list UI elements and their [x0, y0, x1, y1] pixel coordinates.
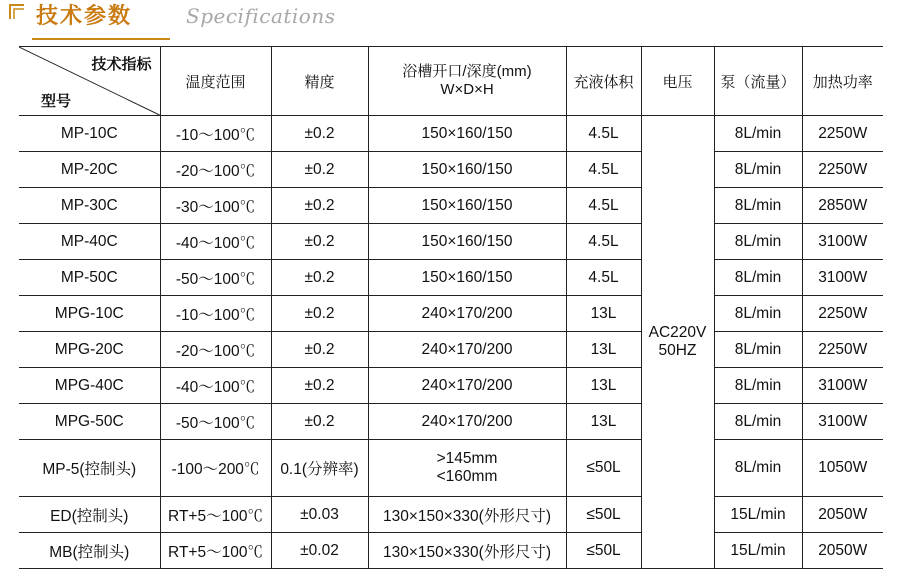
cell-pump: 8L/min: [714, 332, 802, 368]
cell-volume: 4.5L: [566, 260, 641, 296]
cell-size: 150×160/150: [368, 260, 566, 296]
cell-power: 2050W: [802, 533, 883, 569]
table-row: [19, 260, 883, 296]
cell-volume: 4.5L: [566, 188, 641, 224]
cell-precision: ±0.02: [271, 533, 368, 569]
cell-temp: -100～200℃: [160, 440, 271, 497]
col-header-volume: 充液体积: [566, 47, 641, 116]
cell-power: 1050W: [802, 440, 883, 497]
table-row: [19, 224, 883, 260]
cell-size: [368, 440, 566, 497]
col-header-pump: 泵（流量）: [714, 47, 802, 116]
cell-size: 150×160/150: [368, 188, 566, 224]
cell-model: MPG-10C: [19, 296, 160, 332]
col-header-temp: 温度范围: [160, 47, 271, 116]
cell-precision: ±0.2: [271, 116, 368, 152]
cell-temp: RT+5～100℃: [160, 533, 271, 569]
cell-model: MP-5(控制头): [19, 440, 160, 497]
cell-power: 2250W: [802, 332, 883, 368]
cell-precision: ±0.2: [271, 332, 368, 368]
cell-voltage: [641, 116, 714, 569]
cell-pump: 8L/min: [714, 296, 802, 332]
table-row: [19, 497, 883, 533]
cell-model: MP-10C: [19, 116, 160, 152]
cell-temp: -20～100℃: [160, 332, 271, 368]
cell-temp: -40～100℃: [160, 224, 271, 260]
cell-precision: ±0.2: [271, 224, 368, 260]
cell-volume: ≤50L: [566, 497, 641, 533]
cell-size: 130×150×330(外形尺寸): [368, 497, 566, 533]
cell-model: MPG-50C: [19, 404, 160, 440]
cell-temp: -50～100℃: [160, 404, 271, 440]
cell-pump: 15L/min: [714, 533, 802, 569]
cell-size: 130×150×330(外形尺寸): [368, 533, 566, 569]
cell-power: 3100W: [802, 368, 883, 404]
cell-model: MPG-20C: [19, 332, 160, 368]
col-header-power: 加热功率: [802, 47, 883, 116]
corner-label-model: 型号: [41, 93, 72, 110]
cell-temp: -10～100℃: [160, 296, 271, 332]
spec-table: [19, 46, 883, 569]
cell-temp: -40～100℃: [160, 368, 271, 404]
cell-pump: 15L/min: [714, 497, 802, 533]
voltage-line2: 50HZ: [658, 342, 697, 359]
cell-precision: ±0.03: [271, 497, 368, 533]
cell-temp: -30～100℃: [160, 188, 271, 224]
cell-pump: 8L/min: [714, 260, 802, 296]
cell-pump: 8L/min: [714, 188, 802, 224]
table-row: [19, 404, 883, 440]
cell-power: 2250W: [802, 116, 883, 152]
cell-pump: 8L/min: [714, 368, 802, 404]
cell-precision: ±0.2: [271, 296, 368, 332]
cell-pump: 8L/min: [714, 440, 802, 497]
cell-size: 150×160/150: [368, 152, 566, 188]
cell-pump: 8L/min: [714, 116, 802, 152]
col-header-voltage: 电压: [641, 47, 714, 116]
cell-model: MP-20C: [19, 152, 160, 188]
cell-model: MP-30C: [19, 188, 160, 224]
cell-size: 240×170/200: [368, 404, 566, 440]
corner-label-spec: 技术指标: [91, 56, 152, 73]
table-row: [19, 368, 883, 404]
cell-power: 3100W: [802, 224, 883, 260]
cell-power: 2050W: [802, 497, 883, 533]
cell-volume: 13L: [566, 368, 641, 404]
cell-model: MB(控制头): [19, 533, 160, 569]
cell-volume: 4.5L: [566, 152, 641, 188]
cell-precision: ±0.2: [271, 152, 368, 188]
cell-precision: ±0.2: [271, 188, 368, 224]
cell-temp: -20～100℃: [160, 152, 271, 188]
cell-volume: 13L: [566, 404, 641, 440]
cell-temp: -50～100℃: [160, 260, 271, 296]
cell-size: 240×170/200: [368, 296, 566, 332]
cell-size-line2: <160mm: [436, 468, 498, 485]
cell-precision: 0.1(分辨率): [271, 440, 368, 497]
cell-volume: 4.5L: [566, 116, 641, 152]
table-row: [19, 152, 883, 188]
cell-precision: ±0.2: [271, 368, 368, 404]
cell-size-line1: >145mm: [436, 450, 498, 467]
section-title: 技术参数: [36, 4, 133, 29]
cell-model: MP-50C: [19, 260, 160, 296]
cell-size: 150×160/150: [368, 116, 566, 152]
cell-power: 2250W: [802, 296, 883, 332]
cell-power: 3100W: [802, 404, 883, 440]
cell-volume: ≤50L: [566, 440, 641, 497]
cell-precision: ±0.2: [271, 260, 368, 296]
cell-size: 240×170/200: [368, 332, 566, 368]
cell-model: MP-40C: [19, 224, 160, 260]
section-subtitle: Specifications: [186, 4, 336, 28]
cell-power: 2250W: [802, 152, 883, 188]
corner-bracket-icon: [9, 4, 25, 20]
table-row: [19, 332, 883, 368]
cell-size: 240×170/200: [368, 368, 566, 404]
table-row: [19, 440, 883, 497]
col-header-size-line1: 浴槽开口/深度(mm): [402, 63, 532, 80]
voltage-line1: AC220V: [648, 324, 707, 341]
cell-model: ED(控制头): [19, 497, 160, 533]
table-row: [19, 116, 883, 152]
cell-temp: -10～100℃: [160, 116, 271, 152]
cell-model: MPG-40C: [19, 368, 160, 404]
col-header-size-line2: W×D×H: [440, 81, 494, 98]
table-row: [19, 296, 883, 332]
cell-power: 2850W: [802, 188, 883, 224]
table-row: [19, 188, 883, 224]
cell-size: 150×160/150: [368, 224, 566, 260]
cell-pump: 8L/min: [714, 404, 802, 440]
cell-precision: ±0.2: [271, 404, 368, 440]
header-corner-cell: [19, 47, 160, 116]
table-row: [19, 533, 883, 569]
cell-volume: ≤50L: [566, 533, 641, 569]
cell-pump: 8L/min: [714, 152, 802, 188]
cell-volume: 4.5L: [566, 224, 641, 260]
cell-volume: 13L: [566, 332, 641, 368]
section-header: [0, 0, 900, 44]
cell-power: 3100W: [802, 260, 883, 296]
col-header-precision: 精度: [271, 47, 368, 116]
table-header-row: [19, 47, 883, 116]
cell-pump: 8L/min: [714, 224, 802, 260]
cell-temp: RT+5～100℃: [160, 497, 271, 533]
cell-volume: 13L: [566, 296, 641, 332]
col-header-size: [368, 47, 566, 116]
